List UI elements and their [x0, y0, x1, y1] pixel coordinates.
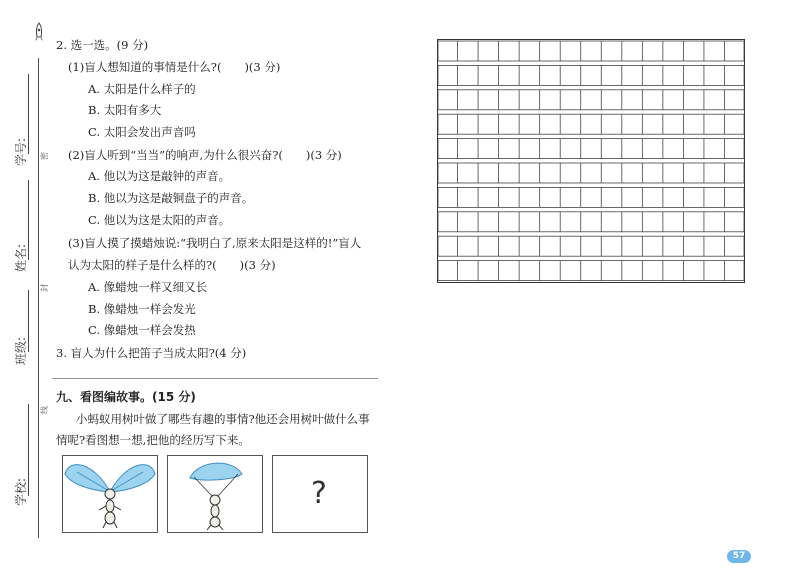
name-label: 姓名:: [14, 243, 28, 272]
q2-option-a: A. 他以为这是敲钟的声音。: [88, 169, 231, 183]
seal-mark-seal: 封: [40, 284, 49, 292]
student-number-label: 学号:: [14, 137, 28, 166]
section2-heading: 2. 选一选。(9 分): [56, 38, 149, 52]
q1-option-a: A. 太阳是什么样子的: [88, 82, 196, 96]
writing-grid-lines: [437, 39, 745, 283]
class-line[interactable]: [28, 290, 29, 352]
q2-option-c: C. 他以为这是太阳的声音。: [88, 213, 231, 227]
q3-option-a: A. 像蜡烛一样又细又长: [88, 280, 208, 294]
grid-row: [438, 236, 744, 256]
ant-leaf-wings-illustration: [63, 456, 157, 532]
question-2: (2)盲人听到“当当”的响声,为什么很兴奋?( )(3 分): [68, 148, 342, 162]
grid-row: [438, 212, 744, 232]
section3-heading: 3. 盲人为什么把笛子当成太阳?(4 分): [56, 346, 247, 360]
q1-option-b: B. 太阳有多大: [88, 103, 162, 117]
binding-line: [38, 58, 39, 538]
section9-heading: 九、看图编故事。(15 分): [56, 390, 196, 404]
picture-ant-leaf-wings: [62, 455, 158, 533]
grid-row: [438, 90, 744, 110]
q3-option-b: B. 像蜡烛一样会发光: [88, 302, 196, 316]
rocket-icon: [34, 22, 44, 44]
page-number-badge: 57: [727, 550, 751, 563]
ant-leaf-parachute-illustration: [168, 456, 262, 532]
grid-row: [438, 41, 744, 61]
question-1: (1)盲人想知道的事情是什么?( )(3 分): [68, 60, 281, 74]
answer-rule[interactable]: [52, 378, 378, 379]
picture-ant-leaf-parachute: [167, 455, 263, 533]
grid-row: [438, 139, 744, 159]
grid-row: [438, 114, 744, 134]
question-mark: ?: [311, 476, 327, 511]
school-line[interactable]: [28, 404, 29, 496]
writing-grid[interactable]: [437, 39, 745, 283]
question-3-line1: (3)盲人摸了摸蜡烛说:“我明白了,原来太阳是这样的!”盲人: [68, 236, 362, 250]
q3-option-c: C. 像蜡烛一样会发热: [88, 323, 196, 337]
student-number-line[interactable]: [28, 74, 29, 154]
class-label: 班级:: [14, 336, 28, 365]
grid-row: [438, 65, 744, 85]
school-label: 学校:: [14, 477, 28, 506]
grid-row: [438, 163, 744, 183]
story-prompt-line1: 小蚂蚁用树叶做了哪些有趣的事情?他还会用树叶做什么事: [76, 412, 370, 426]
q1-option-c: C. 太阳会发出声音吗: [88, 125, 196, 139]
seal-mark-line: 线: [40, 406, 49, 414]
grid-row: [438, 187, 744, 207]
story-prompt-line2: 情呢?看图想一想,把他的经历写下来。: [56, 433, 250, 447]
q2-option-b: B. 他以为这是敲铜盘子的声音。: [88, 191, 254, 205]
name-line[interactable]: [28, 180, 29, 260]
question-3-line2: 认为太阳的样子是什么样的?( )(3 分): [68, 258, 276, 272]
grid-row: [438, 261, 744, 281]
seal-mark-fold: 密: [40, 152, 49, 160]
